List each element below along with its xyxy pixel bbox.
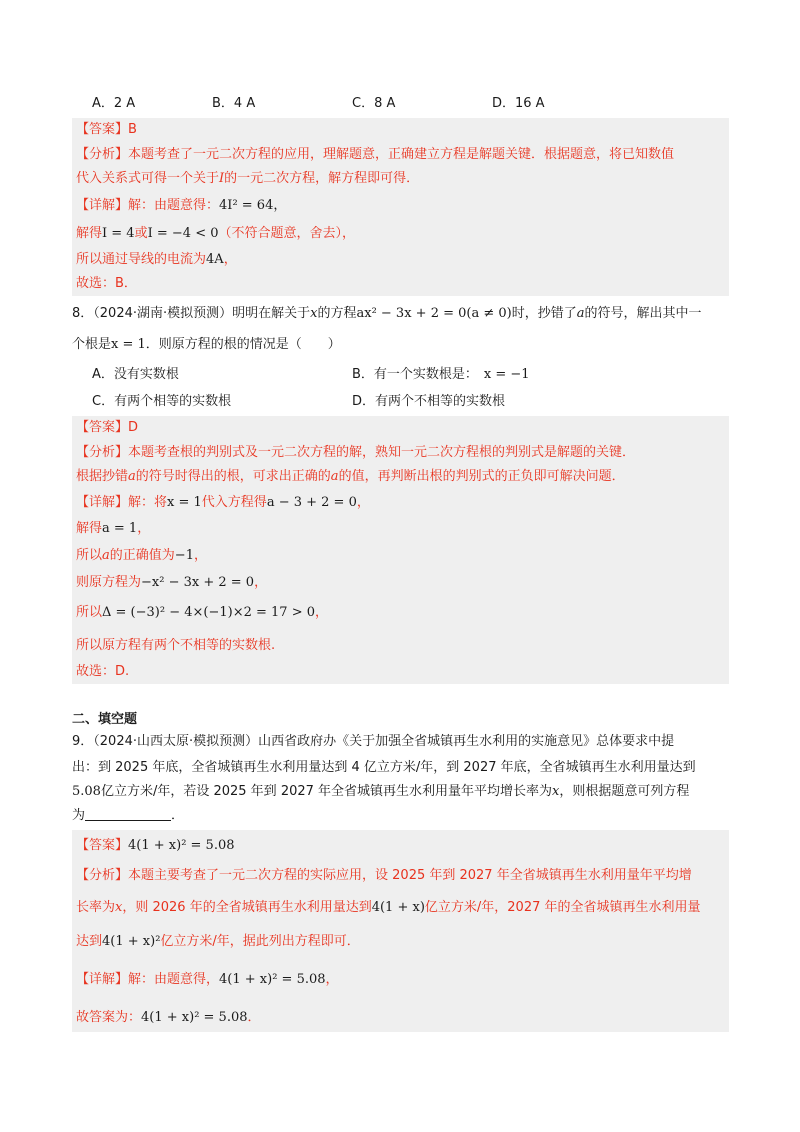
detail-text: 或 [134,226,148,241]
answer-label: 【答案】 [76,420,129,435]
math-expression: 4A [206,252,224,267]
detail-text: 所以 [76,605,103,620]
math-variable: x [115,900,123,915]
q7-option-c: C．8 A [352,96,396,111]
q8-option-c: C．有两个相等的实数根 [92,394,232,409]
math-expression: 4(1 + x)² = 5.08 [141,1010,248,1025]
q7-detail-line-4: 故选：B． [76,276,137,291]
math-variable: a [128,469,136,484]
math-expression: 4I² = 64 [219,198,274,213]
stem-text: 的方程 [317,306,357,321]
math-expression: 4(1 + x)² = 5.08 [128,838,235,853]
section-heading: 二、填空题 [72,712,138,727]
analysis-label: 【分析】 [76,445,129,460]
q7-option-a: A．2 A [92,96,136,111]
detail-text: ， [254,575,268,590]
math-variable: a [102,548,110,563]
math-variable: I [219,171,225,186]
analysis-text: 的值，再判断出根的判别式的正负即可解决问题． [338,469,625,484]
math-variable: a [576,306,585,321]
analysis-text: 亿立方米/年，2027 年的全省城镇再生水利用量 [424,900,701,915]
analysis-text: 的符号时得出的根，可求出正确的 [135,469,331,484]
option-text: B．有一个实数根是： [352,367,478,382]
q8-detail-line-2 [76,519,150,539]
q8-detail-line-1 [76,493,370,513]
stem-text: ．则原方程的根的情况是（ ） [145,337,341,352]
math-expression: 4(1 + x)² = 5.08 [219,972,326,987]
q9-stem-line-1: 9．（2024·山西太原·模拟预测）山西省政府办《关于加强全省城镇再生水利用的实施意见》总体要求中提 [72,734,675,749]
q8-answer [76,418,138,438]
analysis-text: 长率为 [76,900,116,915]
detail-text: 解：由题意得： [128,198,220,213]
detail-text: 代入方程得 [201,495,267,510]
answer-label: 【答案】 [76,838,129,853]
q9-stem-line-3 [72,782,689,802]
q9-detail-line-1 [76,970,339,990]
q8-stem-line-1 [72,304,702,324]
math-expression: I = 4 [102,226,135,241]
q9-analysis-line-3 [76,932,360,952]
analysis-label: 【分析】 [76,868,129,883]
analysis-text: 亿立方米/年，据此列出方程即可． [160,934,360,949]
stem-text: ，则根据题意可列方程 [559,784,690,799]
math-expression: ax² − 3x + 2 = 0(a ≠ 0) [356,306,512,321]
q8-detail-line-3 [76,546,207,566]
math-expression: x = 1 [167,495,202,510]
analysis-text: 本题考查根的判别式及一元二次方程的解，熟知一元二次方程根的判别式是解题的关键． [128,445,636,460]
stem-text: 为 [72,808,86,823]
math-expression: 4(1 + x) [371,900,425,915]
q8-analysis-line-1 [76,443,635,463]
detail-text: ， [223,252,237,267]
detail-text: ， [315,605,329,620]
q7-detail-line-1: 【详解】解：由题意得：4I² = 64， [76,198,287,213]
stem-text: 8．（2024·湖南·模拟预测）明明在解关于 [72,306,311,321]
q7-option-d: D．16 A [492,96,545,111]
q9-answer [76,836,235,856]
math-expression: x = −1 [483,367,530,382]
analysis-text: 根据抄错 [76,469,129,484]
math-variable: x [310,306,318,321]
detail-text: ， [193,548,207,563]
detail-text: 所以 [76,548,103,563]
math-expression: −x² − 3x + 2 = 0 [141,575,255,590]
q9-detail-line-2 [76,1008,261,1028]
math-expression: a − 3 + 2 = 0 [266,495,357,510]
stem-text: ． [171,808,185,823]
detail-label: 【详解】 [76,198,129,213]
math-expression: x = 1 [111,337,146,352]
analysis-text: 代入关系式可得一个关于 [76,171,220,186]
answer-value: B [128,122,137,137]
analysis-text: 的一元二次方程，解方程即可得． [224,171,420,186]
q8-detail-line-5 [76,603,328,623]
q8-detail-line-4 [76,573,267,593]
detail-text: （不符合题意，舍去）， [218,226,356,241]
detail-text: ， [325,972,339,987]
q9-analysis-line-1 [76,866,692,886]
q7-detail-line-3 [76,250,237,270]
analysis-text: 达到 [76,934,103,949]
math-expression: 5.08 [72,784,101,799]
math-expression: I = −4 < 0 [147,226,219,241]
detail-text: 故答案为： [76,1010,142,1025]
q8-stem-line-2 [72,335,341,355]
analysis-text: ，则 2026 年的全省城镇再生水利用量达到 [122,900,372,915]
analysis-text: 本题主要考查了一元二次方程的实际应用，设 2025 年到 2027 年全省城镇再生水利用量年平均增 [128,868,692,883]
detail-text: ． [247,1010,261,1025]
q7-detail-line-2 [76,224,355,244]
q8-detail-line-6: 所以原方程有两个不相等的实数根. [76,638,276,653]
detail-text: 的正确值为 [109,548,175,563]
q7-option-b: B．4 A [212,96,256,111]
math-expression: 4(1 + x)² [102,934,161,949]
detail-text: ， [356,495,370,510]
math-expression: a = 1 [102,521,138,536]
q9-analysis-line-2 [76,898,701,918]
math-expression: Δ = (−3)² − 4×(−1)×2 = 17 > 0 [102,605,315,620]
q9-stem-line-4 [72,806,184,826]
detail-label: 【详解】 [76,972,129,987]
q8-option-b [352,365,530,385]
q8-analysis-line-2 [76,467,625,487]
q9-solution-block [72,830,729,1032]
analysis-text: 本题考查了一元二次方程的应用，理解题意，正确建立方程是解题关键．根据题意，将已知数值 [128,147,675,162]
stem-text: 个根是 [72,337,112,352]
math-variable: a [330,469,339,484]
stem-text: 亿立方米/年，若设 2025 年到 2027 年全省城镇再生水利用量年平均增长率为 [100,784,553,799]
answer-label: 【答案】 [76,122,129,137]
q8-option-a: A．没有实数根 [92,367,179,382]
stem-text: 时，抄错了 [511,306,577,321]
math-variable: x [552,784,560,799]
detail-text: 所以通过导线的电流为 [76,252,207,267]
math-expression: −1 [174,548,194,563]
q7-answer [76,120,137,140]
detail-text: 解得 [76,226,103,241]
analysis-label: 【分析】 [76,147,129,162]
q8-option-d: D．有两个不相等的实数根 [352,394,506,409]
detail-text: ， [137,521,151,536]
detail-text: 解：由题意得， [128,972,220,987]
detail-text: 解得 [76,521,103,536]
answer-blank[interactable] [85,806,171,821]
answer-value: D [128,420,139,435]
q7-analysis-line-2 [76,169,419,189]
stem-text: 的符号，解出其中一 [584,306,702,321]
q8-detail-line-7: 故选：D. [76,664,130,679]
detail-text: 则原方程为 [76,575,142,590]
detail-text: 解：将 [128,495,168,510]
q7-analysis-line-1 [76,145,674,165]
detail-label: 【详解】 [76,495,129,510]
q9-stem-line-2: 出：到 2025 年底，全省城镇再生水利用量达到 4 亿立方米/年，到 2027 年底，全省城镇再生水利用量达到 [72,760,696,775]
